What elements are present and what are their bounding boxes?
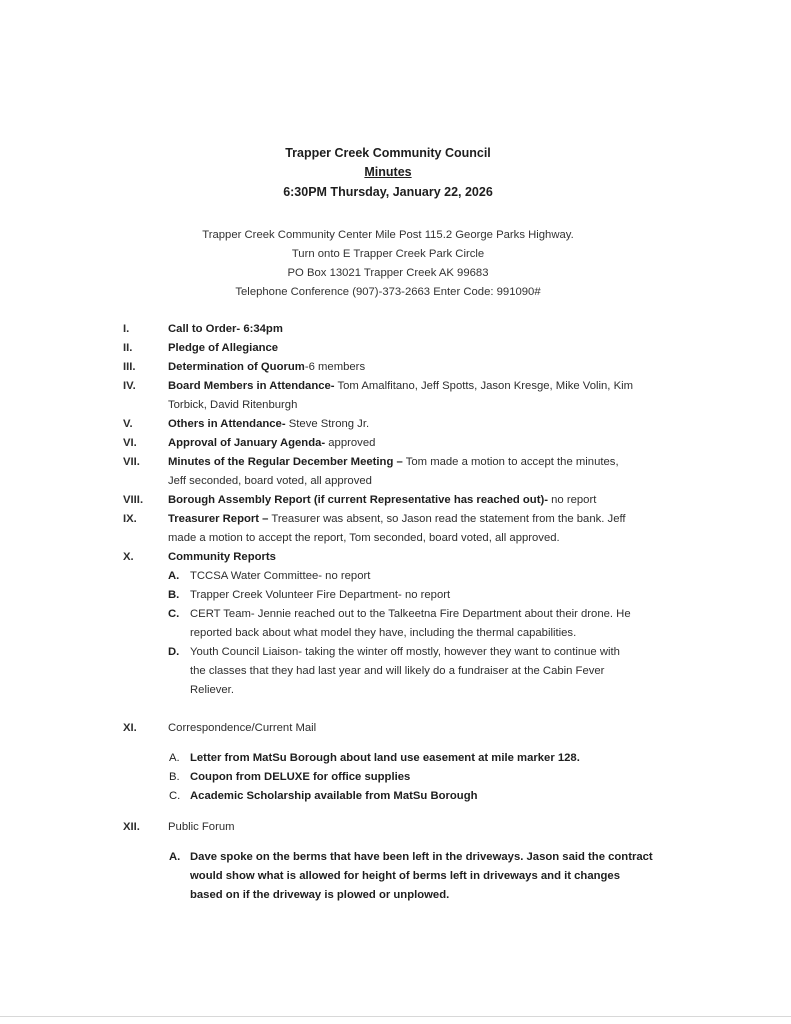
item-text: Steve Strong Jr.: [285, 418, 370, 430]
report-cert-team: CERT Team- Jennie reached out to the Talkeetna Fire Department about their drone. He: [190, 608, 631, 620]
item-number: V.: [123, 418, 133, 430]
report-youth-council-cont: Reliever.: [190, 684, 234, 696]
org-title: Trapper Creek Community Council: [285, 146, 491, 160]
report-cert-team-cont: reported back about what model they have, including the thermal capabilities.: [190, 627, 577, 639]
item-quorum: [168, 361, 365, 373]
item-text: Tom made a motion to accept the minutes,: [402, 456, 619, 468]
item-others: [168, 418, 369, 430]
address-line-2: Turn onto E Trapper Creek Park Circle: [291, 248, 485, 260]
address-line-3: PO Box 13021 Trapper Creek AK 99683: [287, 267, 489, 279]
forum-berms-cont: would show what is allowed for height of berms left in driveways and it changes: [190, 870, 620, 882]
item-label: Determination of Quorum: [168, 361, 305, 373]
item-label: Pledge of Allegiance: [168, 342, 279, 354]
report-youth-council: Youth Council Liaison- taking the winter off mostly, however they want to continue with: [190, 646, 620, 658]
item-number: XII.: [123, 821, 140, 833]
report-youth-council-cont: the classes that they had last year and will likely do a fundraiser at the Cabin Fever: [190, 665, 605, 677]
report-fire-department: Trapper Creek Volunteer Fire Department- no report: [190, 589, 451, 601]
item-number: III.: [123, 361, 136, 373]
forum-berms: Dave spoke on the berms that have been left in the driveways. Jason said the contract: [190, 851, 653, 863]
item-text: Treasurer was absent, so Jason read the statement from the bank. Jeff: [268, 513, 626, 525]
item-treasurer-cont: made a motion to accept the report, Tom seconded, board voted, all approved.: [168, 532, 560, 544]
item-december-minutes: [168, 456, 619, 468]
forum-berms-cont: based on if the driveway is plowed or unplowed.: [190, 889, 450, 901]
subitem-letter: B.: [168, 589, 180, 601]
item-number: I.: [123, 323, 130, 335]
scan-edge-line: [0, 1016, 791, 1017]
item-agenda: [168, 437, 375, 449]
item-borough-assembly: [168, 494, 596, 506]
subitem-letter: A.: [169, 851, 181, 863]
item-label: Community Reports: [168, 551, 276, 563]
report-water-committee: TCCSA Water Committee- no report: [190, 570, 371, 582]
item-number: II.: [123, 342, 133, 354]
item-number: VII.: [123, 456, 140, 468]
item-text: -6 members: [304, 361, 366, 373]
item-pledge: [168, 342, 278, 354]
item-number: IX.: [123, 513, 137, 525]
item-number: VIII.: [123, 494, 144, 506]
subitem-letter: B.: [169, 771, 180, 783]
item-label: Minutes of the Regular December Meeting –: [168, 456, 403, 468]
item-community-reports: [168, 551, 276, 563]
doc-type-text: Minutes: [364, 165, 412, 179]
doc-type-heading: [0, 165, 776, 179]
item-label: Approval of January Agenda-: [168, 437, 326, 449]
item-label: Borough Assembly Report (if current Representative has reached out)-: [168, 494, 548, 506]
item-treasurer: [168, 513, 626, 525]
item-number: X.: [123, 551, 134, 563]
subitem-letter: A.: [168, 570, 180, 582]
item-text: no report: [548, 494, 597, 506]
subitem-letter: A.: [169, 752, 180, 764]
subitem-letter: C.: [168, 608, 180, 620]
item-text: approved: [325, 437, 376, 449]
subitem-letter: C.: [169, 790, 181, 802]
mail-deluxe-coupon: Coupon from DELUXE for office supplies: [190, 771, 411, 783]
public-forum-heading: Public Forum: [168, 821, 235, 833]
item-label: Board Members in Attendance-: [168, 380, 335, 392]
address-line-1: Trapper Creek Community Center Mile Post 115.2 George Parks Highway.: [202, 229, 574, 241]
phone-conference-line: Telephone Conference (907)-373-2663 Enter Code: 991090#: [235, 286, 541, 298]
item-label: Others in Attendance-: [168, 418, 286, 430]
item-number: IV.: [123, 380, 136, 392]
item-number: VI.: [123, 437, 137, 449]
item-text: Tom Amalfitano, Jeff Spotts, Jason Kresge, Mike Volin, Kim: [334, 380, 634, 392]
item-call-to-order: [168, 323, 283, 335]
meeting-datetime: 6:30PM Thursday, January 22, 2026: [283, 185, 493, 199]
mail-scholarship: Academic Scholarship available from MatSu Borough: [190, 790, 478, 802]
mail-matsu-letter: Letter from MatSu Borough about land use easement at mile marker 128.: [190, 752, 580, 764]
item-label: Call to Order- 6:34pm: [168, 323, 283, 335]
subitem-letter: D.: [168, 646, 180, 658]
item-board-members-cont: Torbick, David Ritenburgh: [168, 399, 298, 411]
correspondence-heading: Correspondence/Current Mail: [168, 722, 317, 734]
item-label: Treasurer Report –: [168, 513, 269, 525]
item-board-members: [168, 380, 633, 392]
item-number: XI.: [123, 722, 137, 734]
item-december-minutes-cont: Jeff seconded, board voted, all approved: [168, 475, 372, 487]
